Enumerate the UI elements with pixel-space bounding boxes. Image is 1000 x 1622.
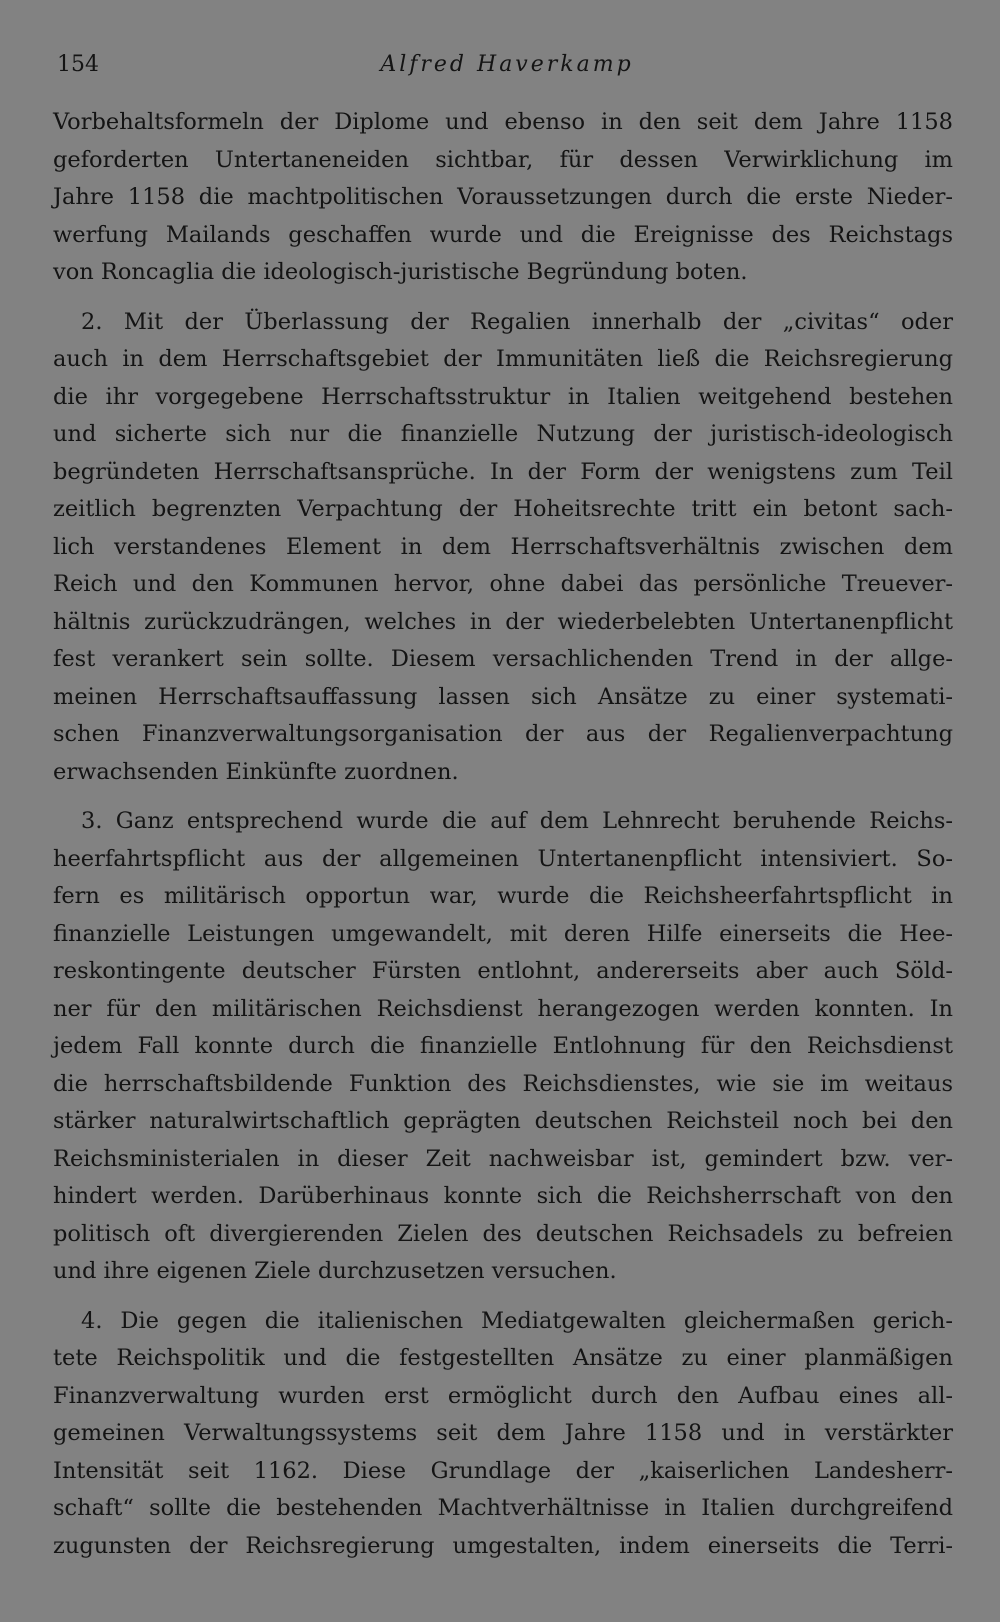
- running-title: Alfred Haverkamp: [380, 52, 634, 77]
- text-line: politisch oft divergierenden Zielen des deutschen Reichsadels zu befreien: [53, 1220, 953, 1247]
- text-line: 4. Die gegen die italienischen Mediatgewalten gleichermaßen gerich-: [81, 1307, 953, 1334]
- text-line: schaft“ sollte die bestehenden Machtverhältnisse in Italien durchgreifend: [53, 1495, 953, 1521]
- text-line: begründeten Herrschaftsansprüche. In der Form der wenigstens zum Teil: [53, 458, 953, 485]
- text-line: werfung Mailands geschaffen wurde und die Ereignisse des Reichstags: [53, 221, 953, 248]
- text-line: fern es militärisch opportun war, wurde die Reichsheerfahrtspflicht in: [53, 883, 953, 909]
- paragraph: [53, 803, 953, 1291]
- text-line: zugunsten der Reichsregierung umgestalten, indem einerseits die Terri-: [53, 1532, 953, 1559]
- text-line: erwachsenden Einkünfte zuordnen.: [53, 758, 459, 785]
- text-line: von Roncaglia die ideologisch-juristische Begründung boten.: [53, 259, 748, 285]
- paragraph: [53, 1303, 953, 1566]
- text-line: und ihre eigenen Ziele durchzusetzen versuchen.: [53, 1258, 617, 1284]
- text-line: Finanzverwaltung wurden erst ermöglicht durch den Aufbau eines all-: [53, 1382, 953, 1409]
- page-header: [57, 48, 957, 82]
- text-line: und sicherte sich nur die finanzielle Nutzung der juristisch-ideologisch: [53, 421, 953, 447]
- text-line: Vorbehaltsformeln der Diplome und ebenso in den seit dem Jahre 1158: [53, 109, 953, 135]
- text-line: heerfahrtspflicht aus der allgemeinen Untertanenpflicht intensiviert. So-: [53, 845, 953, 872]
- text-line: hältnis zurückzudrängen, welches in der wiederbelebten Untertanenpflicht: [53, 608, 953, 635]
- text-line: jedem Fall konnte durch die finanzielle Entlohnung für den Reichsdienst: [53, 1033, 953, 1059]
- text-line: Reich und den Kommunen hervor, ohne dabei das persönliche Treuever-: [53, 571, 953, 597]
- text-line: die ihr vorgegebene Herrschaftsstruktur in Italien weitgehend bestehen: [53, 383, 953, 410]
- text-line: hindert werden. Darüberhinaus konnte sich die Reichsherrschaft von den: [53, 1183, 953, 1209]
- paragraph: [53, 304, 953, 792]
- paragraph: [53, 104, 953, 292]
- text-line: die herrschaftsbildende Funktion des Reichsdienstes, wie sie im weitaus: [53, 1070, 953, 1097]
- text-line: ner für den militärischen Reichsdienst herangezogen werden konnten. In: [53, 995, 953, 1022]
- text-line: lich verstandenes Element in dem Herrschaftsverhältnis zwischen dem: [53, 533, 953, 560]
- text-line: meinen Herrschaftsauffassung lassen sich Ansätze zu einer systemati-: [53, 683, 953, 710]
- text-line: gemeinen Verwaltungssystems seit dem Jahre 1158 und in verstärkter: [53, 1420, 953, 1446]
- text-line: 3. Ganz entsprechend wurde die auf dem Lehnrecht beruhende Reichs-: [81, 808, 953, 834]
- text-line: fest verankert sein sollte. Diesem versachlichenden Trend in der allge-: [53, 646, 953, 672]
- text-line: tete Reichspolitik und die festgestellten Ansätze zu einer planmäßigen: [53, 1345, 953, 1371]
- text-line: 2. Mit der Überlassung der Regalien innerhalb der „civitas“ oder: [81, 308, 953, 335]
- text-line: Reichsministerialen in dieser Zeit nachweisbar ist, gemindert bzw. ver-: [53, 1145, 953, 1172]
- text-line: stärker naturalwirtschaftlich geprägten deutschen Reichsteil noch bei den: [53, 1108, 953, 1134]
- text-line: finanzielle Leistungen umgewandelt, mit deren Hilfe einerseits die Hee-: [53, 920, 953, 947]
- page-number: 154: [57, 52, 99, 77]
- text-line: zeitlich begrenzten Verpachtung der Hoheitsrechte tritt ein betont sach-: [53, 496, 953, 522]
- page-body: [53, 104, 953, 1577]
- text-line: geforderten Untertaneneiden sichtbar, für dessen Verwirklichung im: [53, 146, 953, 173]
- text-line: Jahre 1158 die machtpolitischen Voraussetzungen durch die erste Nieder-: [53, 184, 953, 210]
- text-line: Intensität seit 1162. Diese Grundlage der „kaiserlichen Landesherr-: [53, 1457, 953, 1484]
- text-line: auch in dem Herrschaftsgebiet der Immunitäten ließ die Reichsregierung: [53, 346, 953, 372]
- text-line: reskontingente deutscher Fürsten entlohnt, andererseits aber auch Söld-: [53, 958, 953, 984]
- text-line: schen Finanzverwaltungsorganisation der aus der Regalienverpachtung: [53, 721, 953, 747]
